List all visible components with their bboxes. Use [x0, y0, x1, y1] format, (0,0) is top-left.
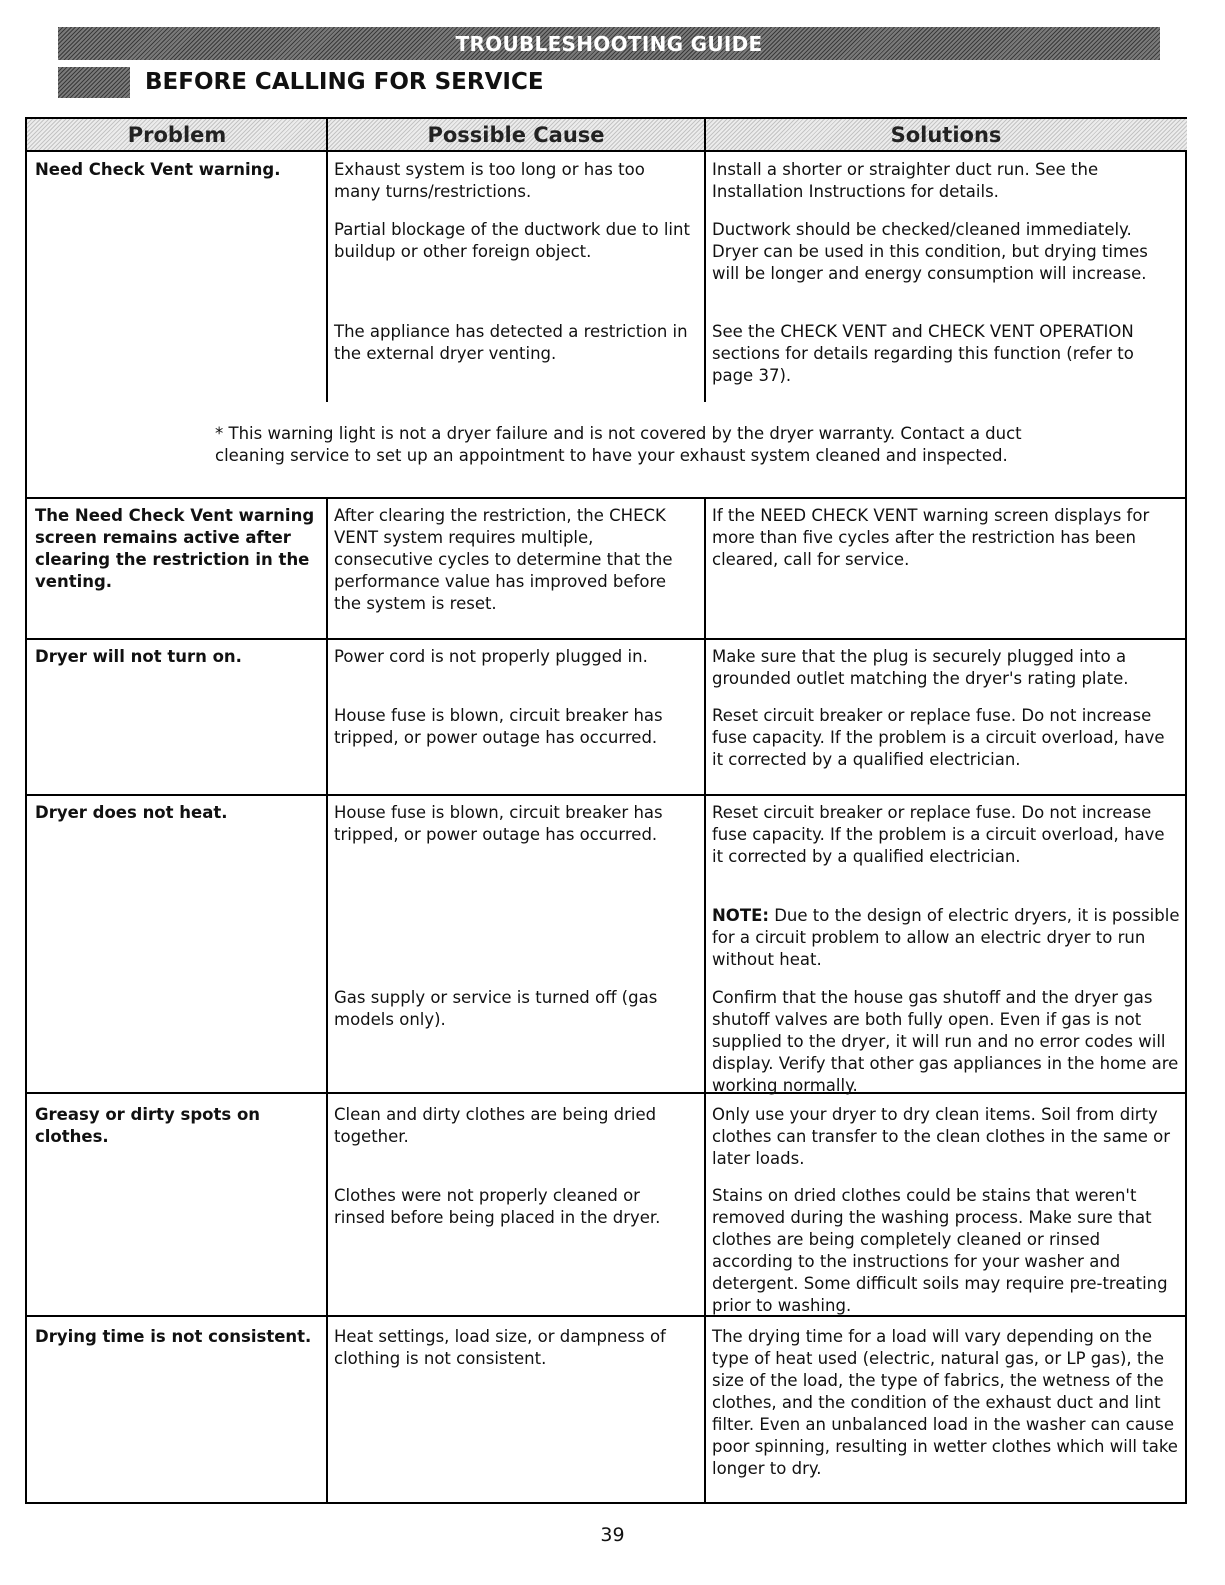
section-banner — [58, 27, 1160, 60]
note-cell — [712, 905, 1180, 971]
column-divider — [704, 498, 706, 1504]
problem-cell: The Need Check Vent warning screen remains active after clearing the restriction in the venting. — [35, 506, 315, 591]
cause-cell: After clearing the restriction, the CHECK VENT system requires multiple, consecutive cycles to determine that the performance value has improved before the system is reset. — [334, 506, 673, 613]
solution-cell: The drying time for a load will vary depending on the type of heat used (electric, natural gas, or LP gas), the size of the load, the type of fabrics, the wetness of the clothes, and the condition of the exhaust duct and lint filter. Even an unbalanced load in the washer can cause poor spinning, resulting in wetter clothes which will take longer to dry. — [712, 1327, 1178, 1478]
problem-cell: Drying time is not consistent. — [35, 1327, 312, 1346]
troubleshooting-table — [25, 117, 1187, 1504]
row-divider — [27, 794, 1185, 796]
solution-cell: If the NEED CHECK VENT warning screen displays for more than five cycles after the restriction has been cleared, call for service. — [712, 506, 1150, 569]
cause-cell: Clothes were not properly cleaned or rinsed before being placed in the dryer. — [334, 1186, 661, 1227]
cause-cell: The appliance has detected a restriction in the external dryer venting. — [334, 322, 688, 363]
solution-cell: Ductwork should be checked/cleaned immediately. Dryer can be used in this condition, but drying times will be longer and energy consumption will increase. — [712, 220, 1148, 283]
problem-cell: Dryer will not turn on. — [35, 647, 242, 666]
note-label: NOTE: — [712, 906, 769, 925]
column-divider — [704, 119, 706, 402]
column-divider — [326, 498, 328, 1504]
page-number: 39 — [600, 1524, 625, 1546]
cause-cell: Gas supply or service is turned off (gas models only). — [334, 988, 658, 1029]
warranty-footnote: * This warning light is not a dryer failure and is not covered by the dryer warranty. Contact a duct cleaning service to set up an appointment to have your exhaust system cleaned and inspected. — [215, 424, 1022, 465]
column-divider — [326, 119, 328, 402]
row-divider — [27, 497, 1185, 499]
note-text: Due to the design of electric dryers, it is possible for a circuit problem to allow an electric dryer to run without heat. — [712, 906, 1180, 969]
solution-cell: Make sure that the plug is securely plugged into a grounded outlet matching the dryer's rating plate. — [712, 647, 1129, 688]
cause-cell: House fuse is blown, circuit breaker has tripped, or power outage has occurred. — [334, 706, 663, 747]
problem-cell: Dryer does not heat. — [35, 803, 228, 822]
subheading: BEFORE CALLING FOR SERVICE — [145, 69, 544, 95]
subheading-marker — [58, 67, 130, 98]
solution-cell: See the CHECK VENT and CHECK VENT OPERATION sections for details regarding this function (refer to page 37). — [712, 322, 1134, 385]
cause-cell: House fuse is blown, circuit breaker has tripped, or power outage has occurred. — [334, 803, 663, 844]
solution-cell: Only use your dryer to dry clean items. Soil from dirty clothes can transfer to the clean clothes in the same or later loads. — [712, 1105, 1171, 1168]
problem-cell: Need Check Vent warning. — [35, 160, 281, 179]
cause-cell: Clean and dirty clothes are being dried together. — [334, 1105, 657, 1146]
cause-cell: Heat settings, load size, or dampness of clothing is not consistent. — [334, 1327, 666, 1368]
solution-cell: Reset circuit breaker or replace fuse. Do not increase fuse capacity. If the problem is a circuit overload, have it corrected by a qualified electrician. — [712, 803, 1165, 866]
row-divider — [27, 638, 1185, 640]
solution-cell: Stains on dried clothes could be stains that weren't removed during the washing process. Make sure that clothes are being completely cleaned or rinsed according to the instructions for your washer and detergent. Some difficult soils may require pre-treating prior to washing. — [712, 1186, 1168, 1315]
banner-title: TROUBLESHOOTING GUIDE — [455, 31, 763, 56]
column-header-cause: Possible Cause — [327, 119, 705, 152]
problem-cell: Greasy or dirty spots on clothes. — [35, 1105, 261, 1146]
column-header-problem: Problem — [27, 119, 327, 152]
solution-cell: Confirm that the house gas shutoff and the dryer gas shutoff valves are both fully open. Even if gas is not supplied to the dryer, it will run and no error codes will display. Verify that other gas appliances in the home are working normally. — [712, 988, 1179, 1095]
solution-cell: Reset circuit breaker or replace fuse. Do not increase fuse capacity. If the problem is a circuit overload, have it corrected by a qualified electrician. — [712, 706, 1165, 769]
solution-cell: Install a shorter or straighter duct run. See the Installation Instructions for details. — [712, 160, 1099, 201]
cause-cell: Power cord is not properly plugged in. — [334, 647, 648, 666]
cause-cell: Partial blockage of the ductwork due to lint buildup or other foreign object. — [334, 220, 690, 261]
column-header-solutions: Solutions — [705, 119, 1187, 152]
cause-cell: Exhaust system is too long or has too many turns/restrictions. — [334, 160, 645, 201]
